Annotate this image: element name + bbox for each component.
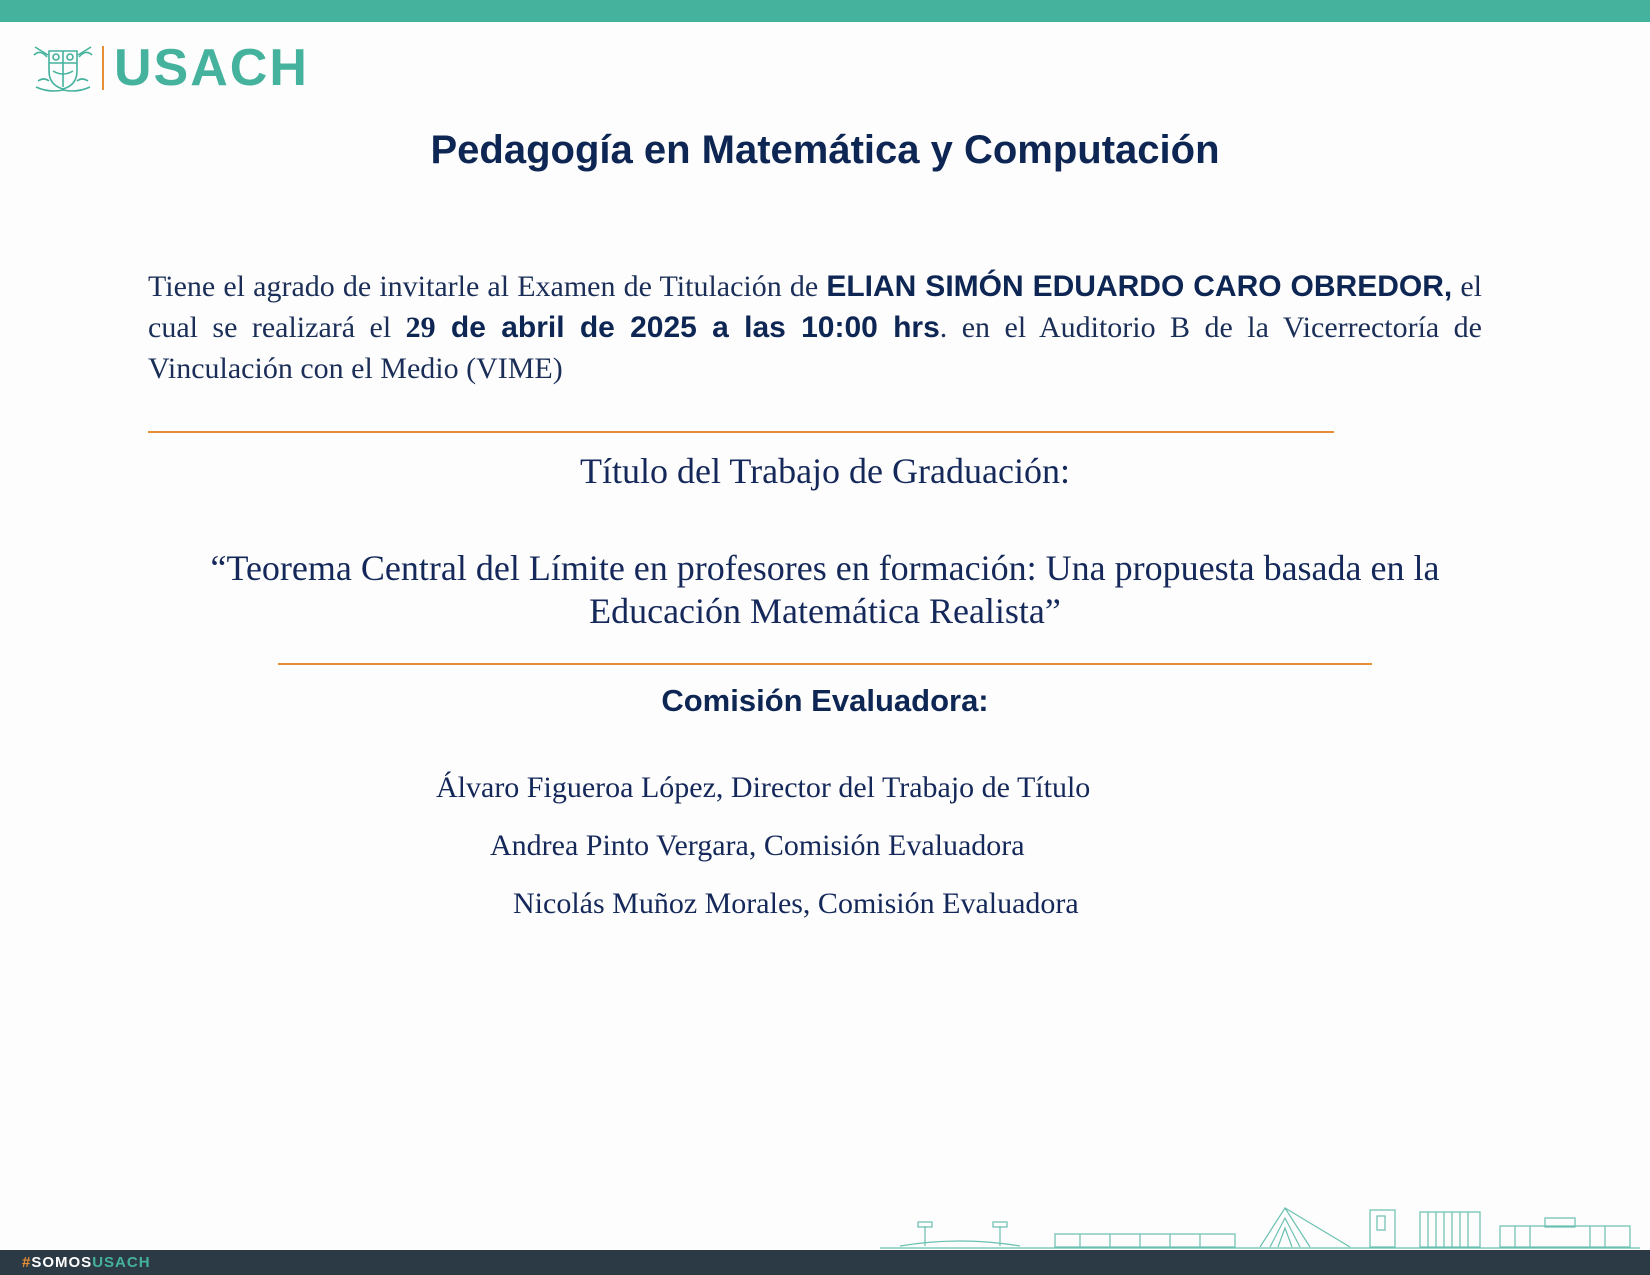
committee-member: Nicolás Muñoz Morales, Comisión Evaluadora [513,887,1079,920]
logo-separator [102,46,104,90]
thesis-label: Título del Trabajo de Graduación: [580,451,1070,491]
committee-member: Álvaro Figueroa López, Director del Trabajo de Título [436,771,1091,804]
usach-crest-icon [32,43,94,93]
top-brand-bar [0,0,1650,22]
footer-bar [0,1250,1650,1275]
invitation-intro: Tiene el agrado de invitarle al Examen de Titulación de [148,270,827,303]
invitation-paragraph [148,266,1482,389]
program-title: Pedagogía en Matemática y Computación [430,128,1220,172]
exam-date-day: 29 [405,311,436,344]
invitation-mid: el cual se realizará el [148,270,1482,344]
committee-member: Andrea Pinto Vergara, Comisión Evaluadora [490,829,1025,862]
exam-location: . en el Auditorio B de la Vicerrectoría de Vinculación con el Medio (VIME) [148,311,1483,385]
logo-wordmark: USACH [114,39,309,97]
committee-heading: Comisión Evaluadora: [661,683,989,718]
student-name: ELIAN SIMÓN EDUARDO CARO OBREDOR, [826,270,1453,303]
exam-date-time: de abril de 2025 a las 10:00 hrs [435,311,940,344]
hashtag-symbol: # [22,1254,32,1271]
footer-hashtag [22,1253,151,1272]
thesis-title: “Teorema Central del Límite en profesores en formación: Una propuesta basada en la Educación Matemática Realista” [210,548,1440,631]
hashtag-somos: SOMOS [31,1254,93,1271]
section-divider-bottom [278,663,1372,665]
campus-skyline-illustration [880,1198,1640,1255]
hashtag-usach: USACH [92,1254,151,1271]
usach-logo [32,39,309,97]
section-divider-top [148,431,1334,433]
